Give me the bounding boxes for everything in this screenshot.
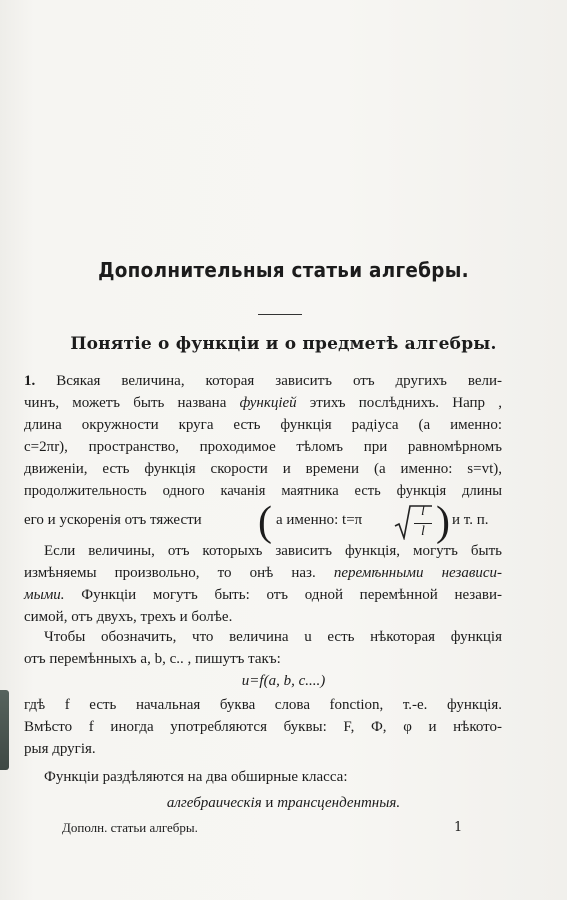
function-notation-formula: u=f(a, b, c....) — [241, 673, 326, 689]
para4-line3: рыя другія. — [24, 741, 96, 757]
para2-line3: мыми. Функціи могутъ быть: отъ одной перемѣнной незави- — [24, 587, 502, 603]
para2-line1: Если величины, отъ которыхъ зависитъ функція, могутъ быть — [44, 543, 502, 559]
title-rule — [258, 314, 302, 315]
footer-signature: Дополн. статьи алгебры. — [62, 820, 198, 835]
right-paren: ) — [436, 499, 450, 545]
para4-line2: Вмѣсто f иногда употребляются буквы: F, Ф, φ и нѣкото- — [24, 719, 502, 735]
para1-line2: чинъ, можетъ быть названа функціей этихъ послѣднихъ. Напр , — [24, 395, 502, 411]
fraction-denominator: l — [421, 524, 425, 539]
para3-line2: отъ перемѣнныхъ a, b, c.. , пишутъ такъ: — [24, 651, 281, 667]
para4-line1: гдѣ f есть начальная буква слова fonction, т.-е. функція. — [24, 697, 502, 713]
para5-line1: Функціи раздѣляются на два обширные класса: — [44, 769, 348, 785]
chapter-heading: Понятіе о функціи и о предметѣ алгебры. — [70, 334, 497, 354]
page-number: 1 — [454, 820, 463, 835]
classes-line: алгебраическія и трансцендентныя. — [166, 795, 401, 811]
fraction-numerator: l — [421, 504, 425, 519]
para1-line1: 1. Всякая величина, которая зависитъ отъ другихъ вели- — [24, 373, 502, 389]
term-function: функціей — [239, 395, 297, 411]
paragraph-number: 1. — [24, 373, 36, 389]
para2-line2: измѣняемы произвольно, то онѣ наз. перемѣнными независи- — [24, 565, 502, 581]
pendulum-formula-line: его и ускоренія отъ тяжести ( а именно: t=π l l ) и т. п. — [24, 499, 489, 545]
page-edge-mark — [0, 690, 9, 770]
left-paren: ( — [258, 499, 272, 545]
para1-line5: движеніи, есть функція скорости и времени (а именно: s=vt), — [24, 461, 502, 477]
section-title: Дополнительныя статьи алгебры. — [98, 258, 469, 282]
para3-line1: Чтобы обозначить, что величина u есть нѣкоторая функція — [44, 629, 502, 645]
para1-line6: продолжительность одного качанія маятника есть функція длины — [24, 483, 502, 499]
para2-line4: симой, отъ двухъ, трехъ и болѣе. — [24, 609, 233, 625]
para1-line4: c=2πr), пространство, проходимое тѣломъ при равномѣрномъ — [24, 439, 502, 455]
para1-line3: длина окружности круга есть функція радіуса (а именно: — [24, 417, 502, 433]
